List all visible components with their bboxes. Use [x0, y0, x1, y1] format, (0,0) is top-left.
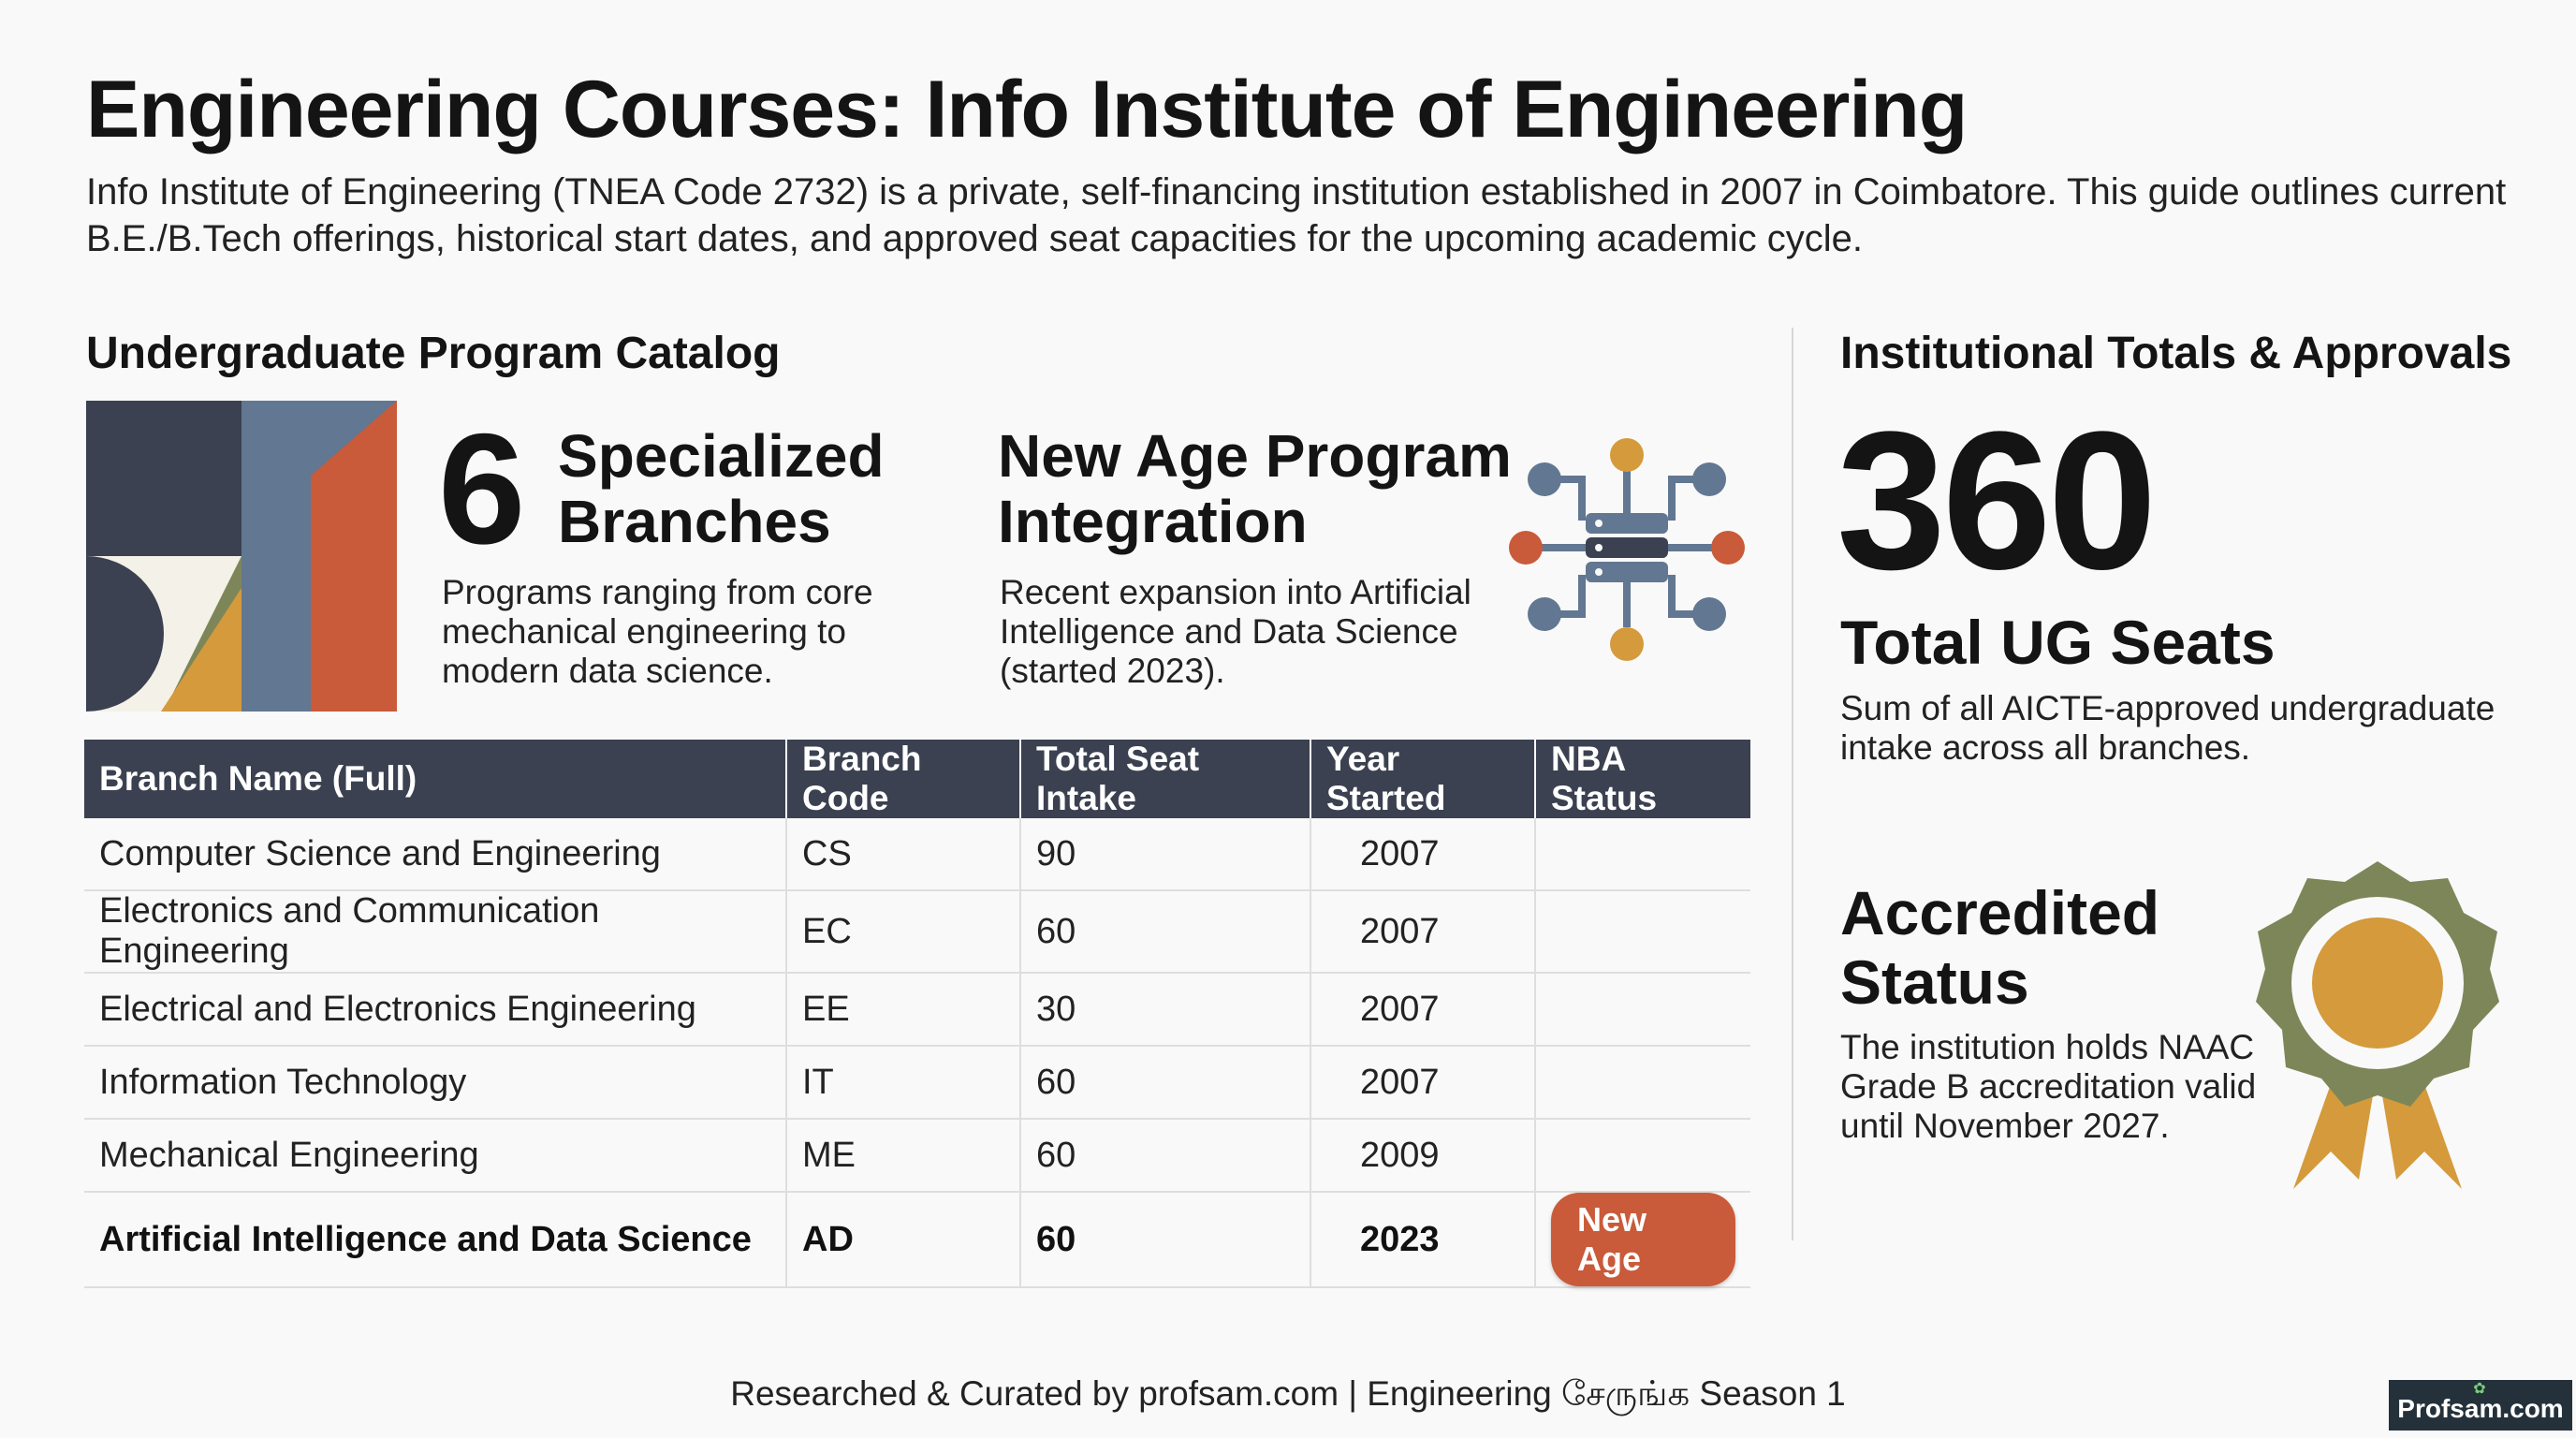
- nba-status: [1535, 1046, 1750, 1119]
- branch-code: ME: [786, 1119, 1020, 1192]
- branch-code: CS: [786, 818, 1020, 890]
- seat-intake: 60: [1020, 1119, 1310, 1192]
- col-year-started: Year Started: [1310, 740, 1535, 818]
- seat-intake: 30: [1020, 973, 1310, 1046]
- branches-count: 6: [438, 401, 526, 577]
- branch-code: EC: [786, 890, 1020, 973]
- year-started: 2007: [1310, 818, 1535, 890]
- accredited-desc: The institution holds NAAC Grade B accreditation valid until November 2027.: [1840, 1028, 2257, 1145]
- network-hub-icon: [1507, 431, 1747, 665]
- year-started: 2007: [1310, 890, 1535, 973]
- table-header-row: [84, 740, 1750, 818]
- branch-name: Mechanical Engineering: [84, 1119, 786, 1192]
- table-row: [84, 818, 1750, 890]
- total-seats-label: Total UG Seats: [1840, 608, 2276, 677]
- branches-label: Specialized Branches: [558, 422, 885, 555]
- footer-credit: Researched & Curated by profsam.com | Engineering சேருங்க Season 1: [730, 1374, 1846, 1413]
- total-seats-number: 360: [1837, 390, 2154, 610]
- branch-code: IT: [786, 1046, 1020, 1119]
- program-table: [84, 740, 1750, 1288]
- branch-name: Electronics and Communication Engineering: [84, 890, 786, 973]
- branch-code: AD: [786, 1192, 1020, 1287]
- year-started: 2007: [1310, 973, 1535, 1046]
- col-seat-intake: Total Seat Intake: [1020, 740, 1310, 818]
- branch-code: EE: [786, 973, 1020, 1046]
- table-row: [84, 1192, 1750, 1287]
- table-row: [84, 890, 1750, 973]
- page-title: Engineering Courses: Info Institute of Engineering: [86, 65, 1968, 154]
- seat-intake: 60: [1020, 1046, 1310, 1119]
- brand-badge[interactable]: [2389, 1380, 2572, 1431]
- seat-intake: 60: [1020, 890, 1310, 973]
- brand-label: Profsam.com: [2397, 1394, 2564, 1423]
- col-branch-name: Branch Name (Full): [84, 740, 786, 818]
- column-divider: [1792, 328, 1793, 1240]
- col-nba-status: NBA Status: [1535, 740, 1750, 818]
- totals-heading: Institutional Totals & Approvals: [1840, 329, 2512, 378]
- branches-desc: Programs ranging from core mechanical engineering to modern data science.: [442, 573, 873, 690]
- col-branch-code: Branch Code: [786, 740, 1020, 818]
- leaf-icon: ✿: [2473, 1381, 2486, 1397]
- nba-status: [1535, 890, 1750, 973]
- nba-status: [1535, 973, 1750, 1046]
- catalog-logo: [86, 401, 397, 712]
- branch-name: Information Technology: [84, 1046, 786, 1119]
- award-medal-icon: [2256, 861, 2499, 1198]
- seat-intake: 90: [1020, 818, 1310, 890]
- year-started: 2023: [1310, 1192, 1535, 1287]
- nba-status: [1535, 1119, 1750, 1192]
- new-age-desc: Recent expansion into Artificial Intelligence and Data Science (started 2023).: [1000, 573, 1471, 690]
- branch-name: Artificial Intelligence and Data Science: [84, 1192, 786, 1287]
- total-seats-desc: Sum of all AICTE-approved undergraduate intake across all branches.: [1840, 689, 2496, 767]
- year-started: 2009: [1310, 1119, 1535, 1192]
- branch-name: Electrical and Electronics Engineering: [84, 973, 786, 1046]
- table-row: [84, 973, 1750, 1046]
- branch-name: Computer Science and Engineering: [84, 818, 786, 890]
- nba-status: [1535, 818, 1750, 890]
- year-started: 2007: [1310, 1046, 1535, 1119]
- catalog-heading: Undergraduate Program Catalog: [86, 329, 781, 378]
- new-age-badge: New Age: [1551, 1193, 1735, 1286]
- table-row: [84, 1119, 1750, 1192]
- intro-paragraph: Info Institute of Engineering (TNEA Code 2732) is a private, self-financing institution established in 2007 in Coimbatore. This guide outlines current B.E./B.Tech offerings, historical start dates, and approved seat capacities for the upcoming academic cycle.: [86, 171, 2507, 259]
- new-age-heading: New Age Program Integration: [998, 422, 1512, 555]
- seat-intake: 60: [1020, 1192, 1310, 1287]
- nba-status: [1535, 1192, 1750, 1287]
- accredited-heading: Accredited Status: [1840, 878, 2160, 1017]
- table-row: [84, 1046, 1750, 1119]
